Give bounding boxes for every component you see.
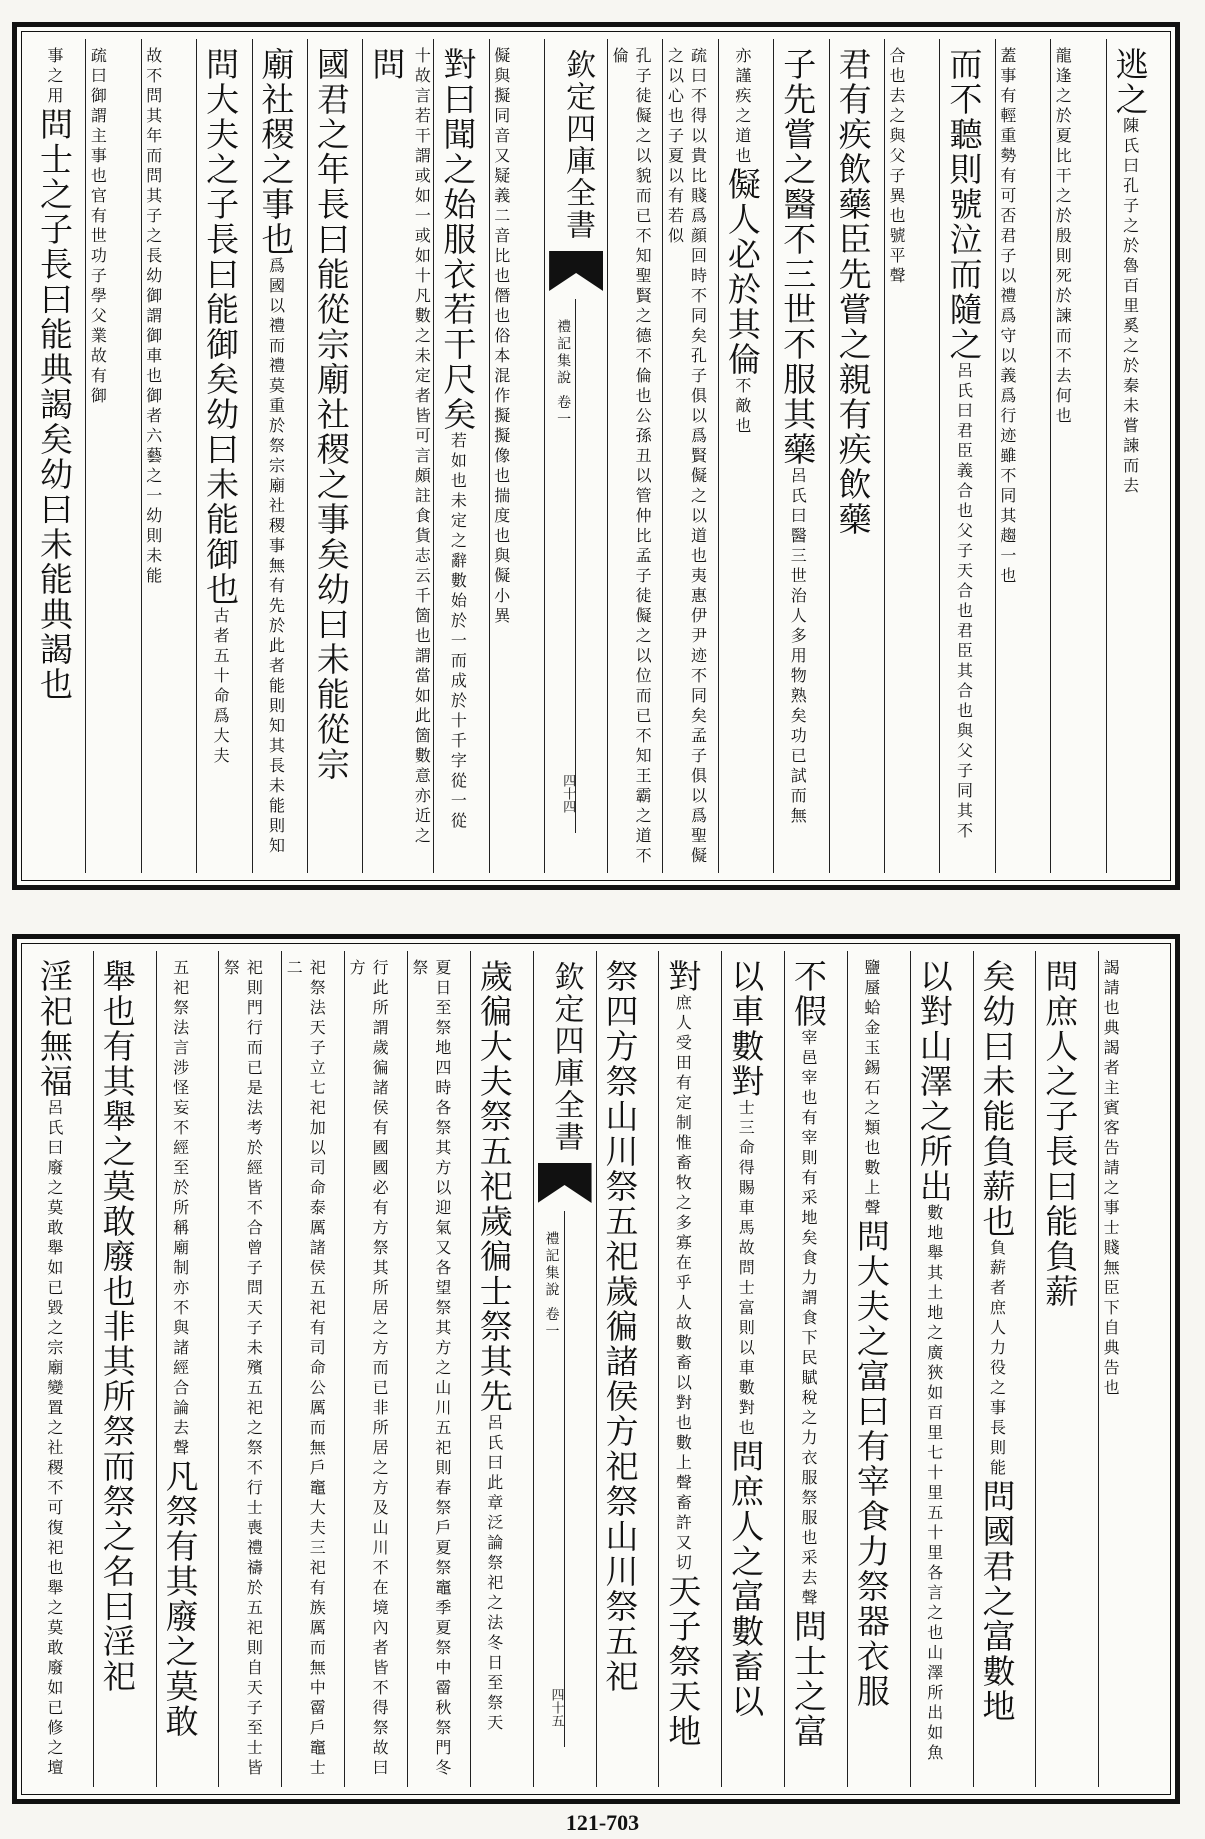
text-column: [884, 39, 939, 873]
text-column: [344, 951, 407, 1787]
fold-book-title: 禮記集說 卷一: [543, 1231, 560, 1341]
main-text: 而不聽則號泣而隨之: [944, 47, 984, 362]
main-text: 對: [663, 959, 703, 994]
fishtail-mark: [538, 1163, 592, 1203]
main-text: 不假: [789, 959, 829, 1029]
main-text: 問國君之富數地: [977, 1479, 1017, 1724]
text-column: [1035, 951, 1098, 1787]
commentary-text: 合也去之與父子異也號平聲: [887, 47, 907, 287]
text-column: [433, 39, 488, 873]
main-text: 子先嘗之醫不三世不服其藥: [778, 47, 818, 467]
main-text: 歲徧大夫祭五祀歲徧士祭其先: [474, 959, 514, 1414]
commentary-text: 夏日至祭地四時各祭其方以迎氣又各望祭其方之山川五祀則春祭戶夏祭竈季夏祭中霤秋祭門冬祭: [409, 959, 452, 1779]
main-text: 君有疾飲藥臣先嘗之親有疾飲藥: [833, 47, 873, 537]
text-column: [939, 39, 994, 873]
commentary-text: 事之用: [44, 47, 64, 107]
fold-title: 欽定四庫全書: [560, 49, 596, 241]
main-text: 儗人必於其倫: [722, 167, 762, 377]
text-column: [362, 39, 433, 873]
text-column: [156, 951, 219, 1787]
commentary-text: 亦謹疾之道也: [732, 47, 752, 167]
text-column: [847, 951, 910, 1787]
commentary-text: 謁請也典謁者主賓客告請之事士賤無臣下自典告也: [1101, 959, 1121, 1399]
commentary-text: 故不問其年而問其子之長幼御謂御車也御者六藝之一幼則未能: [143, 47, 163, 587]
commentary-text: 疏曰御謂主事也官有世功子學父業故有御: [88, 47, 108, 407]
fold-page-number: 四十四: [560, 774, 576, 813]
text-column: [1098, 951, 1161, 1787]
page-reference: 121-703: [565, 1810, 640, 1835]
main-text: 問士之子長曰能典謁矣幼曰未能典謁也: [34, 107, 74, 702]
main-text: 舉也有其舉之莫敢廢也非其所祭而祭之名曰淫祀: [97, 959, 137, 1694]
main-text: 問庶人之富數畜以: [726, 1439, 766, 1719]
text-column: [218, 951, 281, 1787]
commentary-text: 孔子徒儗之以貌而已不知聖賢之德不倫也公孫丑以管仲比孟子徒儗之以位而已不知王霸之道不倫: [610, 47, 653, 867]
commentary-text: 爲國以禮而禮莫重於祭宗廟社稷事無有先於此者能則知其長未能則知: [266, 257, 286, 857]
text-column: [718, 39, 773, 873]
commentary-text: 龍逢之於夏比干之於殷則死於諫而不去何也: [1053, 47, 1073, 427]
commentary-text: 數上聲: [861, 1159, 881, 1219]
fold-line: [575, 299, 576, 833]
text-column: [721, 951, 784, 1787]
main-text: 以車數對: [726, 959, 766, 1099]
main-text: 天子祭天地: [663, 1574, 703, 1749]
text-column: [31, 39, 85, 873]
commentary-text: 古者五十命爲大夫: [211, 607, 231, 767]
commentary-text: 儗與擬同音又疑義二音比也僭也俗本混作擬擬像也揣度也與儗小異: [491, 47, 511, 627]
main-text: 問大夫之富曰有宰食力祭器衣服: [851, 1219, 891, 1709]
text-column: [85, 39, 140, 873]
commentary-text: 五祀祭法言涉怪妄不經至於所稱廟制亦不與諸經合: [170, 959, 190, 1399]
text-column: [252, 39, 307, 873]
text-column: [658, 951, 721, 1787]
main-text: 國君之年長曰能從宗廟社稷之事矣幼曰未能從宗: [311, 47, 351, 782]
fishtail-mark: [549, 251, 603, 291]
text-column: [910, 951, 973, 1787]
text-column: [281, 951, 344, 1787]
main-text: 問: [367, 47, 407, 82]
text-column: [489, 39, 544, 873]
main-text: 祭四方祭山川祭五祀歲徧諸侯方祀祭山川祭五祀: [600, 959, 640, 1694]
commentary-text: 祀則門行而已是法考於經皆不合曾子問天子未殯五祀之祭不行士喪禮禱於五祀則自天子至士皆祭: [221, 959, 264, 1779]
commentary-text: 論去聲: [170, 1399, 190, 1459]
text-columns-bottom: [31, 951, 1161, 1787]
commentary-text: 呂氏曰醫三世治人多用物熟矣功已試而無: [788, 467, 808, 827]
commentary-text: 負薪者庶人力役之事長則能: [987, 1239, 1007, 1479]
commentary-text: 行此所謂歲徧諸侯有國國必有方祭其所居之方而已非所居之方及山川不在境內者皆不得祭故曰方: [347, 959, 390, 1779]
main-text: 淫祀無福: [34, 959, 74, 1099]
main-text: 問庶人之子長曰能負薪: [1040, 959, 1080, 1309]
fold-title: 欽定四庫全書: [548, 961, 584, 1153]
main-text: 以對山澤之所出: [914, 959, 954, 1204]
commentary-text: 祀祭法天子立七祀加以司命泰厲諸侯五祀有司命公厲而無戶竈大夫三祀有族厲而無中霤戶竈士二: [284, 959, 327, 1779]
fold-book-title: 禮記集說 卷一: [555, 319, 572, 429]
main-text: 問大夫之子長曰能御矣幼曰未能御也: [201, 47, 241, 607]
commentary-text: 不敵也: [732, 377, 752, 437]
commentary-text: 宰邑宰也有宰則有采地矣食力謂食下民賦稅之力衣服祭服也: [799, 1029, 819, 1549]
commentary-text: 呂氏曰君臣義合也父子天合也君臣其合也與父子同其不: [954, 362, 974, 842]
commentary-text: 士三命得賜車馬故問士富則以車數對也: [736, 1099, 756, 1439]
text-column: [1106, 39, 1161, 873]
commentary-text: 蓋事有輕重勢有可否君子以禮爲守以義爲行迹雖不同其趨一也: [997, 47, 1017, 587]
main-text: 矣幼曰未能負薪也: [977, 959, 1017, 1239]
commentary-text: 庶人受田有定制惟畜牧之多寡在乎人故數畜以對也: [673, 994, 693, 1434]
text-column: [829, 39, 884, 873]
text-column: [307, 39, 362, 873]
main-text: 對曰聞之始服衣若干尺矣: [438, 47, 478, 432]
text-column: [607, 39, 662, 873]
text-column: [31, 951, 93, 1787]
commentary-text: 若如也未定之辭數始於一而成於十千字從一從: [448, 432, 468, 832]
commentary-text: 十故言若干謂或如一或如十凡數之未定者皆可言頗註食貨志云千箇也謂當如此箇數意亦近之: [412, 47, 432, 847]
fold-line: [564, 1211, 565, 1747]
text-column: [407, 951, 470, 1787]
text-columns-top: [31, 39, 1161, 873]
commentary-text: 呂氏曰廢之莫敢舉如已毀之宗廟變置之社稷不可復祀也舉之莫敢廢如已修之壇: [44, 1099, 64, 1779]
main-text: 逃之: [1110, 47, 1150, 117]
center-fold: [533, 951, 596, 1787]
commentary-text: 鹽蜃蛤金玉錫石之類也: [861, 959, 881, 1159]
main-text: 凡祭有其廢之莫敢: [160, 1459, 200, 1739]
commentary-text: 數地舉其土地之廣狹如百里七十里五十里各言之也山澤所出如魚: [924, 1204, 944, 1764]
text-column: [773, 39, 828, 873]
text-column: [1050, 39, 1105, 873]
text-column: [662, 39, 717, 873]
page-panel-top: [12, 22, 1180, 890]
text-column: [784, 951, 847, 1787]
text-column: [196, 39, 251, 873]
text-column: [973, 951, 1036, 1787]
text-column: [470, 951, 533, 1787]
commentary-text: 采去聲: [799, 1549, 819, 1609]
fold-page-number: 四十五: [548, 1688, 564, 1727]
main-text: 廟社稷之事也: [256, 47, 296, 257]
page-panel-bottom: [12, 934, 1180, 1804]
text-column: [596, 951, 659, 1787]
commentary-text: 數上聲畜許又切: [673, 1434, 693, 1574]
text-column: [995, 39, 1050, 873]
main-text: 問士之富: [789, 1609, 829, 1749]
commentary-text: 陳氏曰孔子之於魯百里奚之於秦未嘗諫而去: [1120, 117, 1140, 497]
commentary-text: 呂氏曰此章泛論祭祀之法冬日至祭天: [484, 1414, 504, 1734]
center-fold: [544, 39, 607, 873]
text-column: [141, 39, 196, 873]
text-column: [93, 951, 156, 1787]
commentary-text: 疏曰不得以貴比賤爲顔回時不同矣孔子俱以爲賢儗之以道也夷惠伊尹迹不同矣孟子俱以爲聖儗之以心也子夏以有若似: [665, 47, 708, 867]
